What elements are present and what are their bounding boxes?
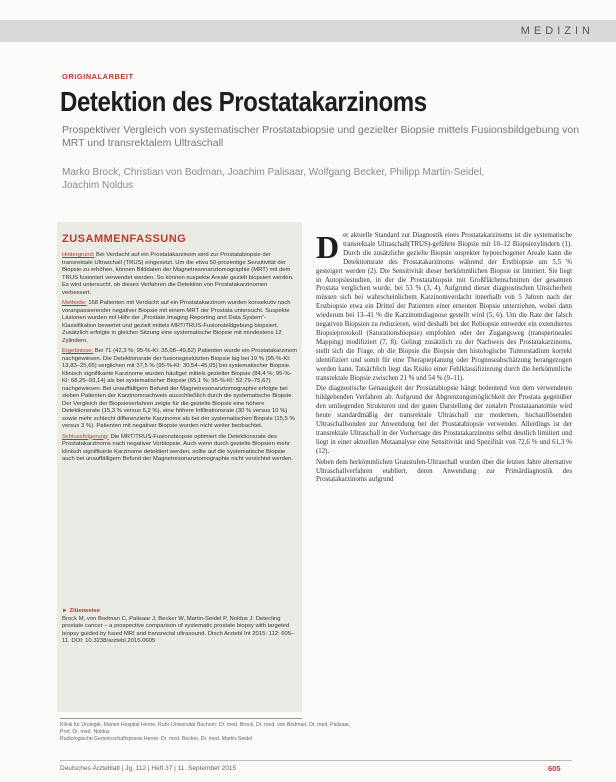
section-label: MEDIZIN — [520, 25, 594, 37]
citation-heading: Zitierweise — [69, 608, 100, 614]
footnote-divider — [60, 718, 302, 719]
abstract-section-background: Hintergrund: Bei Verdacht auf ein Prostatakarzinom wird zur Prostatabiopsie der transrektale Ultraschall (TRUS) eingesetzt. Um die etwa 50-prozentige Sensitivität der Biopsie zu erhöhen, können Bilddaten der Magnetresonanztomographie (MRT) mit dem TRUS fusioniert verwendet werden. So können suspekte Areale gezielt biopsiert werden. Es wird untersucht, ob dieses Verfahren die Detektion von Prostatakarzinomen verbessert. — [62, 252, 294, 296]
abstract-body — [62, 252, 298, 467]
article-kicker: ORIGINALARBEIT — [62, 72, 134, 81]
drop-cap: D — [316, 229, 340, 265]
body-paragraph: Die diagnostische Genauigkeit der Prostatabiopsie hängt bedeutend von dem verwendeten bildgebenden Verfahren ab. Aufgrund der Abgrenzungsmöglichkeit der Prostata gegenüber den umliegenden Strukturen und der guten Darstellung der zonalen Prostataanatomie wird heute standardmäßig der transrektale Ultraschall zur modernen, hochauflösenden Ultraschallsonden zur Anwendung bei der Prostatabiopsie verwendet. Allerdings ist der transrektale Ultraschall in der Vorhersage des Prostatakarzinoms selbst deutlich limitiert und liegt in einer aktuellen Metaanalyse eine Sensitivität und Spezifität von 72,6 % und 61,3 % (12). — [316, 385, 572, 455]
abstract-heading: ZUSAMMENFASSUNG — [62, 233, 187, 245]
affiliation-footnote: Klinik für Urologie, Marien Hospital Herne, Ruhr-Universität Bochum: Dr. med. Brock, Dr. med. von Bodman, Dr. med. Palisaar, Prof. Dr. med. Noldus Radiologische Gemeinschaftspraxis Herne: Dr. med. Becker, Dr. med. Martin-Seidel — [60, 722, 351, 742]
citation-text[interactable]: Brock M, von Bodman C, Palisaar J, Becker W, Martin-Seidel P, Noldus J: Detecting prostate cancer – a prospective comparison of systematic prostate biopsy with targeted biopsy guided by fused MRI and transrectal ultrasound. Dtsch Arztebl Int 2015; 112: 605–11. DOI: 10.3238/arztebl.2015.0605 — [62, 615, 295, 644]
abstract-section-results: Ergebnisse: Bei 71 (42,3 %; 95-%-KI: 35,08–49,82) Patienten wurde ein Prostatakarzinom nachgewiesen. Die Detektionsrate der fusionsgestützten Biopsie lag bei 19 % (95-%-KI: 13,83–25,65) verglichen mit 37,5 % (95-%-KI: 30,54–45,05) bei systematischer Biopsie. Klinisch signifikante Karzinome wurden häufiger mittels gezielter Biopsie (84,4 %; 95-%-KI: 68,25–93,14) als bei systematischer Biopsie (65,1 %; 95-%-KI: 52,79–75,67) nachgewiesen. Bei unauffälligem Befund der Magnetresonanztomographie erfolgte bei sieben Patienten der Karzinomnachweis ausschließlich durch die systematische Biopsie. Der Vergleich der Biopsieverfahren zeigte für die gezielte Biopsie eine höhere Detektionsrate (15,3 % versus 6,2 %), eine höhere Infiltrationsrate (30 % versus 10 %) sowie mehr schlecht differenzierte Karzinome als bei der systematischen Biopsie (15,5 % versus 3 %). Patienten mit negativer Biopsie wurden nicht weiter beobachtet. — [62, 348, 298, 429]
body-paragraph: Neben dem herkömmlichen Graustufen-Ultraschall wurden über die letzten Jahre alternative Ultraschallverfahren etabliert, deren Anwendung zur Primärdiagnostik des Prostatakarzinoms aufgrund — [316, 458, 572, 484]
page-number: 605 — [548, 764, 561, 773]
article-subtitle: Prospektiver Vergleich von systematischer Prostatabiopsie und gezielter Biopsie mittels Fusionsbildgebung von MRT und transrektalem Ultraschall — [62, 124, 580, 149]
journal-footer: Deutsches Ärzteblatt | Jg. 112 | Heft 37 | 11. September 2015 — [60, 765, 237, 772]
body-paragraph: Der aktuelle Standard zur Diagnostik eines Prostatakarzinoms ist die systematische transrektale Ultraschall(TRUS)-geführte Biopsie mit 10–12 Biopsiezylindern (1). Durch die zusätzliche gezielte Biopsie suspekter hypoechogener Areale kann die Detektionsrate des Prostatakarzinoms während der Erstbiopsie um 5,5 % gesteigert werden (2). Die Sensitivität dieser herkömmlichen Biopsie ist limitiert. Sie liegt in Autopsiestudien, in der die Prostatabiopsie mit Großflächenschnitten der gesamten Prostata verglichen wurde, bei 53 % (3, 4). Aufgrund dieser diagnostischen Unsicherheit müssen sich bei wahrscheinlichem Karzinomverdacht innerhalb von 5 Jahren nach der Erstbiopsie etwa ein Drittel der Patienten einer erneuten Biopsie unterziehen, wobei dann wiederum bei 13–41 % die Karzinomdiagnose gestellt wird (5, 6). Um die Rate der falsch negativen Biopsien zu reduzieren, wird deshalb bei der Rebiopsie entweder ein extendiertes Biopsieprotokoll (Saturationsbiopsie) empfohlen oder der Zugangsweg (transperineales Mapping) modifiziert (7, 8). Gelingt zusätzlich zu der Nachweis des Prostatakarzinoms, stellt sich die Frage, ob die Biopsie die Biopsie den histologische Tumorstadium korrekt identifiziert und somit für eine Therapieplanung oder Prognoseabschätzung herangezogen werden kann. Tatsächlich liegt das Risiko einer Fehlklassifizierung durch die herkömmliche transrektale Biopsie zwischen 21 % und 54 % (9–11). — [316, 229, 572, 382]
body-text-column — [316, 229, 572, 487]
arrow-right-icon: ► — [62, 608, 68, 614]
footer-divider — [60, 760, 572, 761]
abstract-section-conclusion: Schlussfolgerung: Die MRT/TRUS-Fusionsbiopsie optimiert die Detektionsrate des Prostatakarzinoms nach negativer Vorbiopsie. Auch wenn durch gezielte Biopsien mehr klinisch signifikante Karzinome detektiert werden, sollte auf die systematische Biopsie auch bei unauffälligem Befund der Magnetresonanztomographie nicht verzichtet werden. — [62, 433, 294, 462]
citation-block — [62, 608, 298, 646]
abstract-section-methods: Methode: 168 Patienten mit Verdacht auf ein Prostatakarzinom wurden konsekutiv nach voranpassierender negativer Biopsie mit einem MRT der Prostata untersucht. Suspekte Läsionen wurden mit Hilfe der „Prostate Imaging Reporting and Data System“-Klassifikation bewertet und gezielt mittels MRT/TRUS-Fusionsbildgebung biopsiert. Zusätzlich erfolgte in gleicher Sitzung eine systematische Biopsie mit mindestens 12 Zylindern. — [62, 300, 291, 344]
article-authors: Marko Brock, Christian von Bodman, Joachim Palisaar, Wolfgang Becker, Philipp Martin-Seidel, Joachim Noldus — [62, 167, 485, 191]
article-title: Detektion des Prostatakarzinoms — [60, 86, 427, 117]
